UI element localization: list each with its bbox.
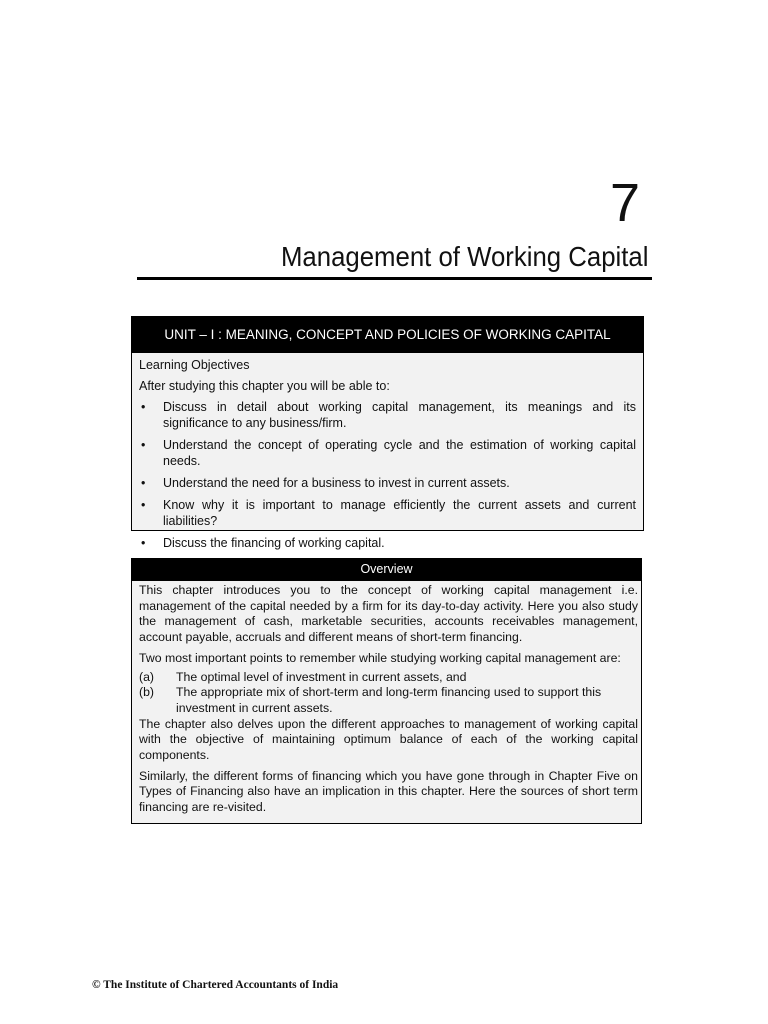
overview-paragraph-4: Similarly, the different forms of financing which you have gone through in Chapter Five on Types of Financing also have an implication in this chapter. Here the sources of short term financing are re-visited.: [139, 768, 638, 815]
objectives-heading: Learning Objectives: [139, 358, 250, 372]
learning-objectives-box: [131, 316, 644, 550]
objective-item: [139, 475, 636, 491]
chapter-number: 7: [609, 173, 640, 233]
overview-box: [131, 558, 642, 824]
point-marker: (b): [139, 685, 155, 700]
bullet-icon: •: [141, 400, 146, 414]
objective-item: [139, 399, 636, 431]
objective-text: Understand the concept of operating cycle and the estimation of working capital needs.: [163, 438, 636, 468]
point-text: The appropriate mix of short-term and long-term financing used to support this investment in current assets.: [176, 685, 602, 715]
objective-item: [139, 535, 636, 551]
objectives-list: [139, 399, 636, 551]
objective-item: [139, 437, 636, 469]
objective-text: Understand the need for a business to invest in current assets.: [163, 476, 510, 490]
overview-paragraph-1: This chapter introduces you to the concept of working capital management i.e. management of the capital needed by a firm for its day-to-day activity. Here you also study the management of cash, marketable securities, accounts receivables management, account payable, accruals and different means of short-term financing.: [139, 583, 638, 645]
bullet-icon: •: [141, 438, 146, 452]
objective-text: Discuss in detail about working capital management, its meanings and its significance to any business/firm.: [163, 400, 636, 430]
objective-item: [139, 497, 636, 529]
point-text: The optimal level of investment in current assets, and: [176, 669, 467, 684]
overview-points: [139, 670, 638, 717]
bullet-icon: •: [141, 536, 146, 550]
overview-body: [132, 581, 641, 816]
bullet-icon: •: [141, 476, 146, 490]
bullet-icon: •: [141, 498, 146, 512]
learning-objectives-body: [132, 353, 643, 551]
point-marker: (a): [139, 669, 155, 684]
title-rule: [137, 277, 652, 280]
overview-point: [139, 670, 638, 686]
objective-text: Discuss the financing of working capital.: [163, 536, 385, 550]
unit-header: UNIT – I : MEANING, CONCEPT AND POLICIES OF WORKING CAPITAL: [132, 317, 643, 353]
overview-paragraph-3: The chapter also delves upon the different approaches to management of working capital with the objective of maintaining optimum balance of each of the working capital components.: [139, 716, 638, 763]
overview-point: [139, 685, 638, 716]
objectives-intro: After studying this chapter you will be able to:: [139, 379, 390, 393]
chapter-title: Management of Working Capital: [280, 241, 648, 272]
copyright-footer: © The Institute of Chartered Accountants of India: [92, 979, 339, 991]
overview-header: Overview: [132, 559, 641, 581]
objective-text: Know why it is important to manage efficiently the current assets and current liabilities?: [163, 498, 636, 528]
overview-paragraph-2: Two most important points to remember while studying working capital management are:: [139, 650, 621, 665]
